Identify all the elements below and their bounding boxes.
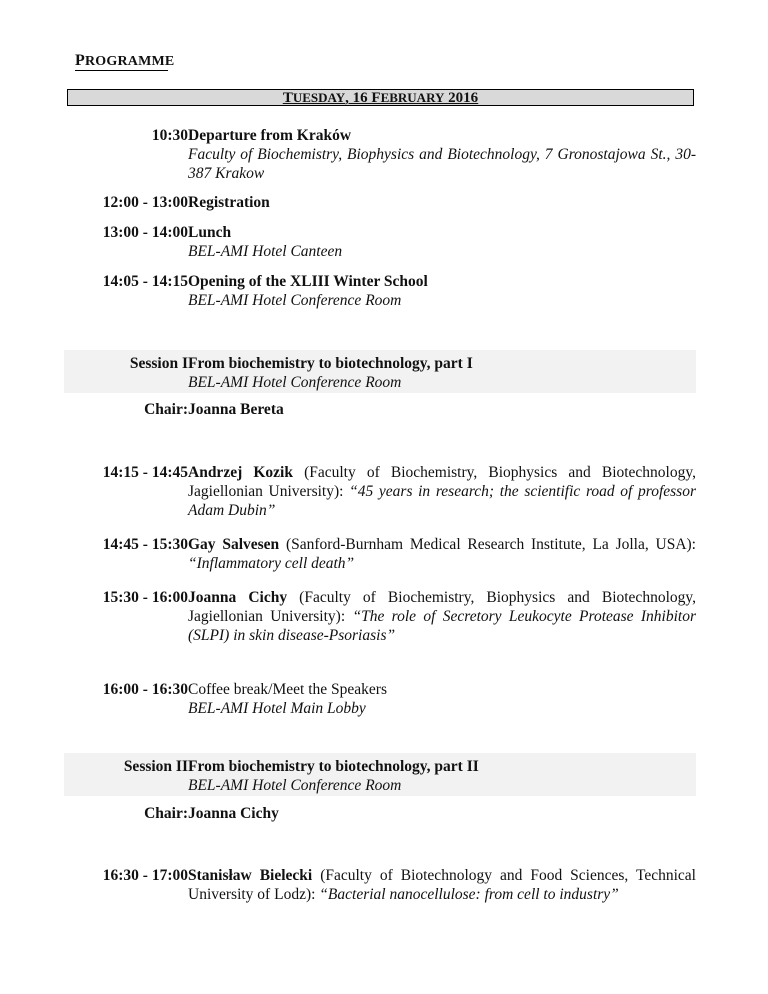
item-time: 14:45 - 15:30 <box>102 536 188 553</box>
speaker-name: Gay Salvesen <box>188 536 280 553</box>
talk-item-salvesen <box>64 535 696 573</box>
speaker-name: Andrzej Kozik <box>188 464 293 481</box>
speaker-affiliation: (Faculty of Biochemistry, Biophysics and Biotechnology, Jagiellonian University): <box>188 464 696 500</box>
item-title: Lunch <box>188 224 232 241</box>
item-title: Departure from Kraków <box>188 127 352 144</box>
schedule-item-opening <box>64 272 696 310</box>
schedule-item-coffee-break <box>64 680 696 718</box>
speaker-name: Joanna Cichy <box>188 589 288 606</box>
speaker-name: Stanisław Bielecki <box>188 867 313 884</box>
talk-item-bielecki <box>64 866 696 904</box>
item-time: 12:00 - 13:00 <box>102 194 188 211</box>
session-location: BEL-AMI Hotel Conference Room <box>188 777 402 794</box>
item-location: BEL-AMI Hotel Conference Room <box>188 292 402 309</box>
session-header-1 <box>64 350 696 393</box>
session-chair-2 <box>64 804 696 823</box>
item-time: 16:00 - 16:30 <box>102 681 188 698</box>
session-label: Session I <box>129 355 188 372</box>
item-time: 13:00 - 14:00 <box>102 224 188 241</box>
speaker-affiliation: (Faculty of Biochemistry, Biophysics and Biotechnology, Jagiellonian University): <box>188 589 696 625</box>
item-time: 10:30 <box>151 127 188 144</box>
item-location: BEL-AMI Hotel Main Lobby <box>188 700 366 717</box>
item-time: 16:30 - 17:00 <box>102 867 188 884</box>
talk-title: “Inflammatory cell death” <box>188 555 355 572</box>
chair-name: Joanna Bereta <box>188 401 284 418</box>
chair-label: Chair: <box>144 805 188 822</box>
item-location: BEL-AMI Hotel Canteen <box>188 243 343 260</box>
session-label: Session II <box>123 758 188 775</box>
session-title: From biochemistry to biotechnology, part I <box>188 355 473 372</box>
session-title: From biochemistry to biotechnology, part II <box>188 758 479 775</box>
session-chair-1 <box>64 400 696 419</box>
item-time: 14:05 - 14:15 <box>102 273 188 290</box>
item-title: Registration <box>188 194 270 211</box>
chair-name: Joanna Cichy <box>188 805 279 822</box>
item-time: 15:30 - 16:00 <box>102 589 188 606</box>
item-title: Opening of the XLIII Winter School <box>188 273 428 290</box>
heading-underline <box>75 70 168 71</box>
talk-item-cichy <box>64 588 696 645</box>
talk-title: “Bacterial nanocellulose: from cell to industry” <box>319 886 619 903</box>
session-location: BEL-AMI Hotel Conference Room <box>188 374 402 391</box>
item-title: Coffee break/Meet the Speakers <box>188 681 387 698</box>
day-header: TUESDAY, 16 FEBRUARY 2016 <box>67 89 694 106</box>
schedule-item-lunch <box>64 223 696 261</box>
talk-title: “45 years in research; the scientific road of professor Adam Dubin” <box>188 483 696 519</box>
talk-item-kozik <box>64 463 696 520</box>
item-location: Faculty of Biochemistry, Biophysics and Biotechnology, 7 Gronostajowa St., 30-387 Krakow <box>188 146 696 182</box>
schedule-item-departure <box>64 126 696 183</box>
chair-label: Chair: <box>144 401 188 418</box>
speaker-affiliation: (Sanford-Burnham Medical Research Institute, La Jolla, USA): <box>279 536 696 553</box>
talk-title: “The role of Secretory Leukocyte Protease Inhibitor (SLPI) in skin disease-Psoriasis” <box>188 608 696 644</box>
speaker-affiliation: (Faculty of Biotechnology and Food Sciences, Technical University of Lodz): <box>188 867 696 903</box>
session-header-2 <box>64 753 696 796</box>
schedule-item-registration <box>64 193 696 212</box>
page-heading: PROGRAMME <box>75 52 175 69</box>
item-time: 14:15 - 14:45 <box>102 464 188 481</box>
